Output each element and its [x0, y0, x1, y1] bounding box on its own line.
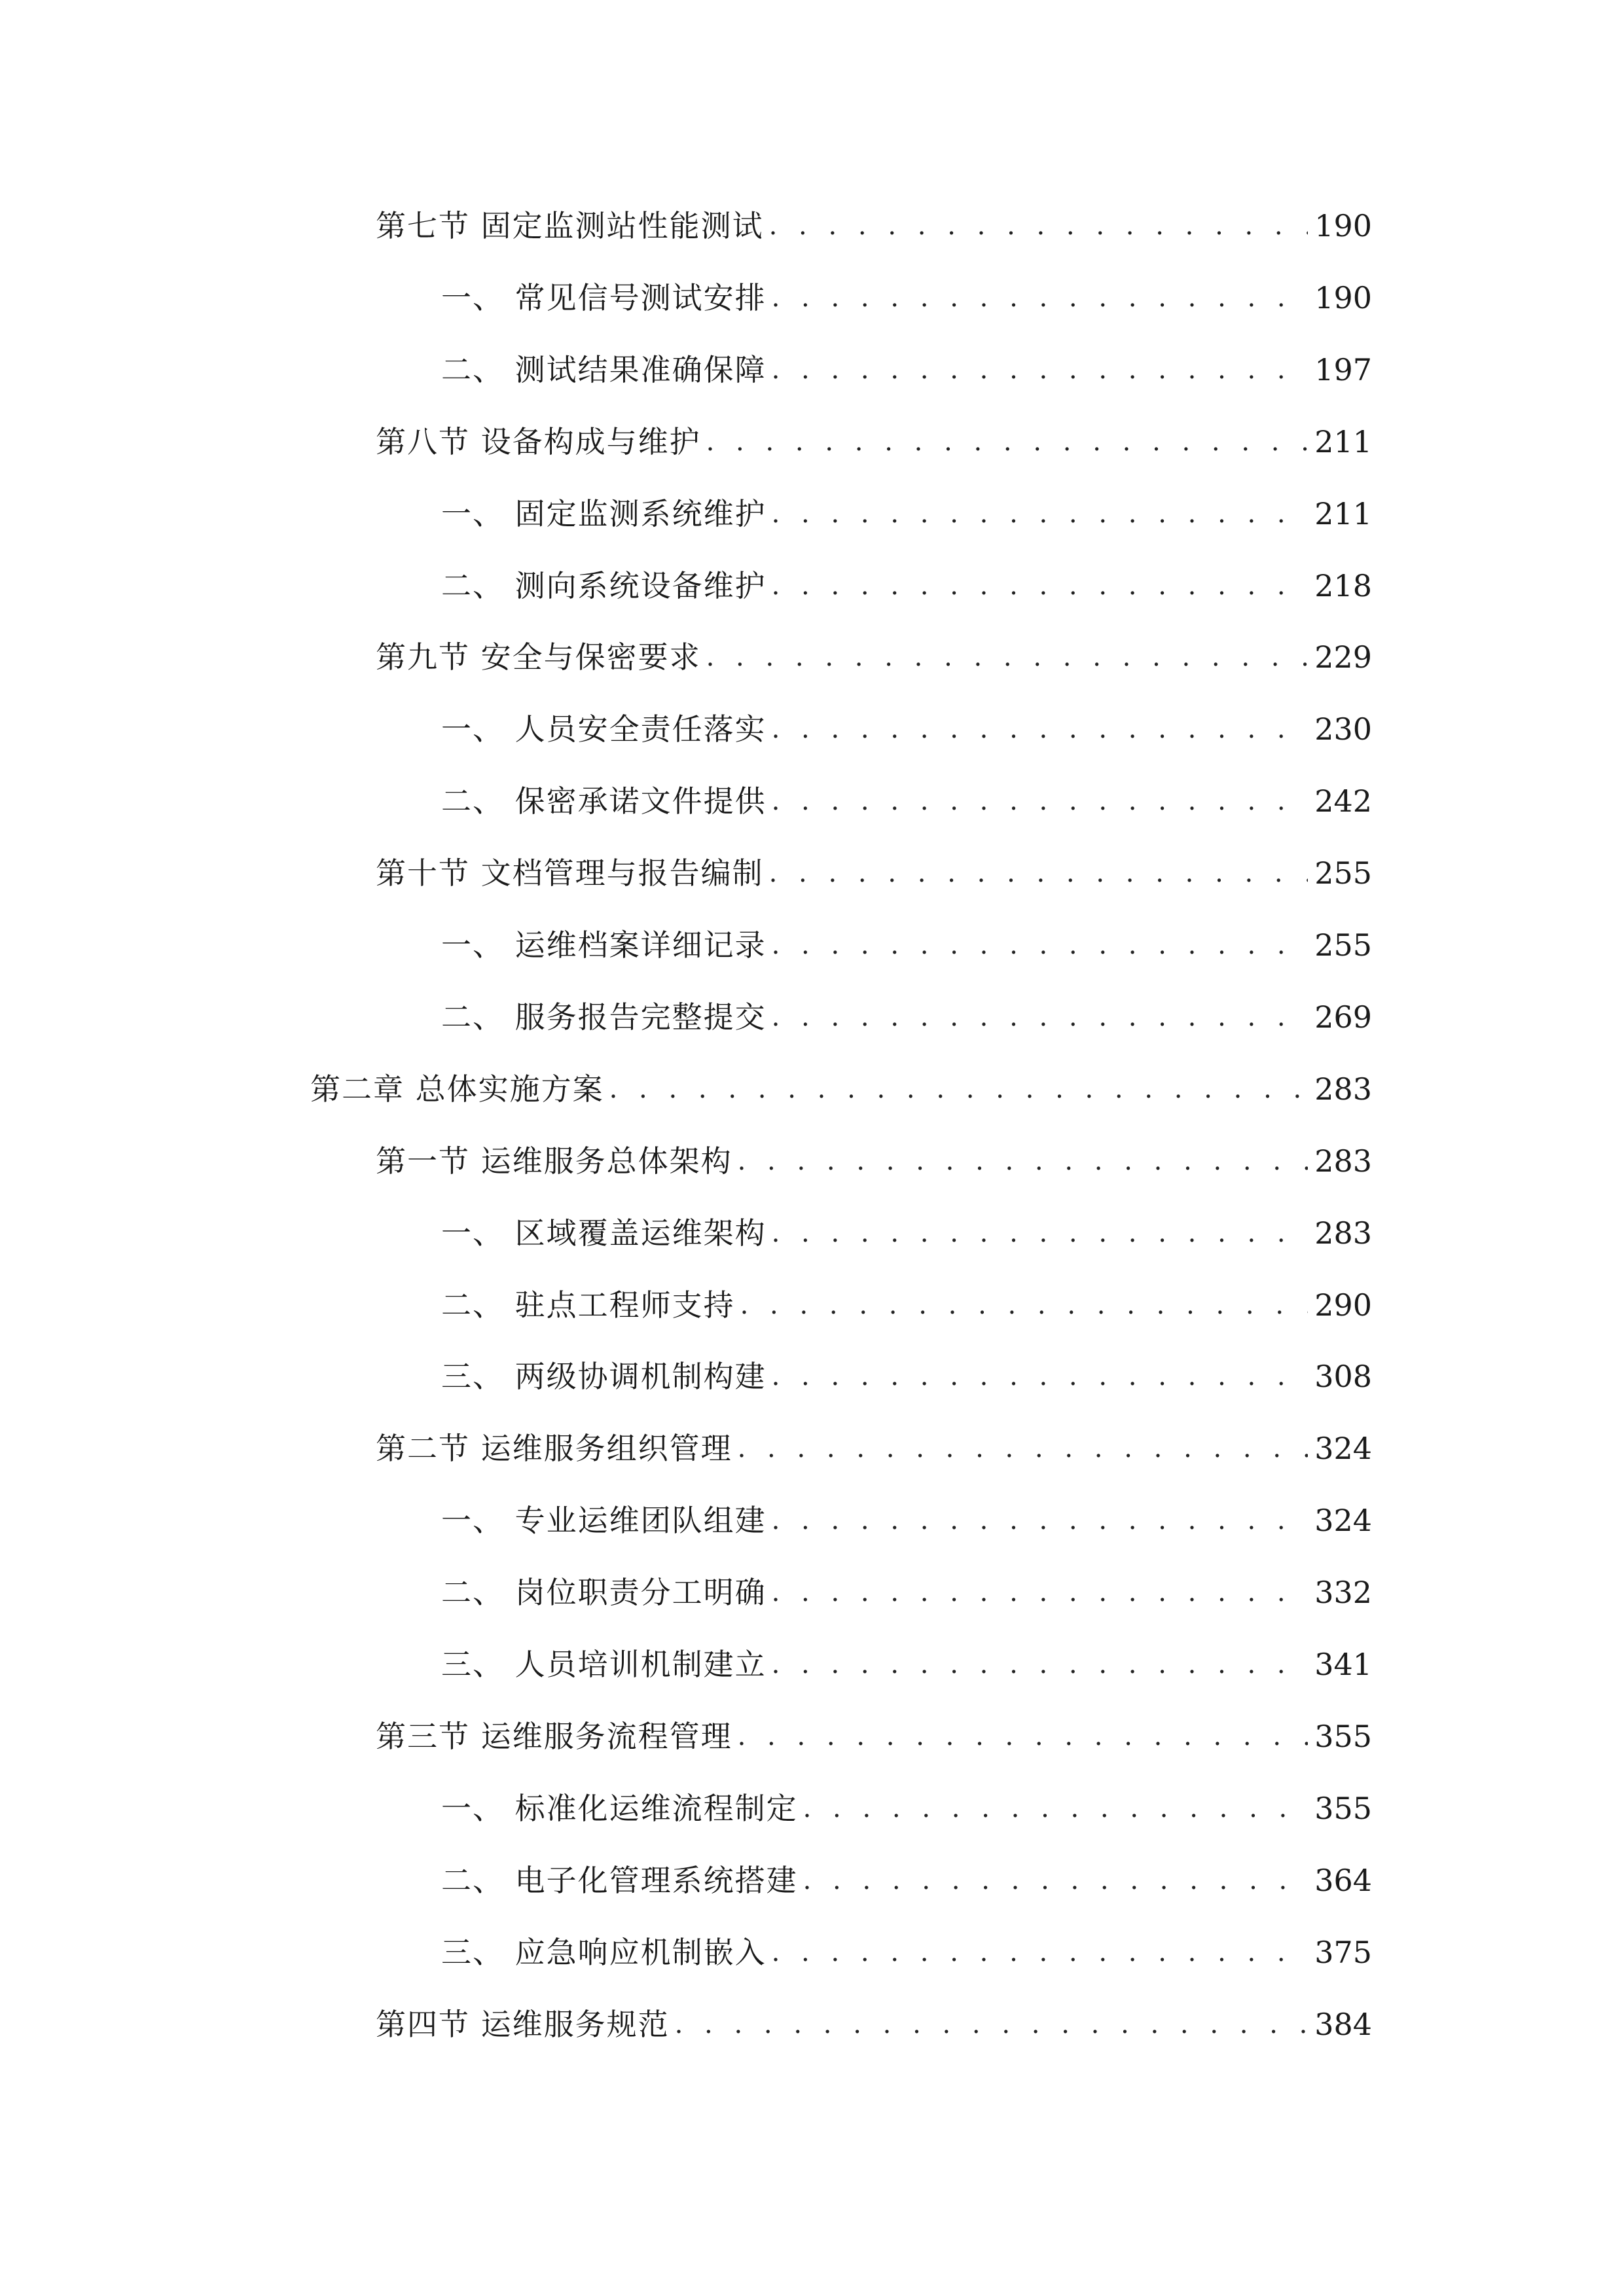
toc-page-number: 230 — [1314, 711, 1372, 747]
toc-page-number: 364 — [1314, 1863, 1372, 1898]
toc-page-number: 197 — [1314, 352, 1372, 387]
toc-page-number: 218 — [1314, 568, 1372, 603]
toc-page-number: 324 — [1314, 1503, 1372, 1538]
toc-entry[interactable] — [441, 275, 1372, 321]
toc-entry[interactable] — [441, 1641, 1372, 1687]
toc-entry[interactable] — [441, 1210, 1372, 1256]
toc-entry-title: 一、 运维档案详细记录 — [441, 927, 767, 963]
toc-dot-leader — [772, 1498, 1308, 1543]
toc-dot-leader — [675, 2001, 1308, 2047]
toc-entry[interactable] — [441, 491, 1372, 537]
toc-entry-title: 二、 测试结果准确保障 — [441, 352, 767, 387]
toc-entry[interactable] — [441, 347, 1372, 393]
toc-dot-leader — [772, 491, 1308, 537]
toc-page-number: 341 — [1314, 1647, 1372, 1682]
toc-dot-leader — [738, 1138, 1308, 1184]
toc-entry-title: 一、 专业运维团队组建 — [441, 1503, 767, 1538]
toc-page-number: 283 — [1314, 1071, 1372, 1107]
toc-page-number: 211 — [1314, 424, 1372, 459]
toc-page-number: 269 — [1314, 999, 1372, 1035]
toc-entry[interactable] — [376, 2001, 1372, 2047]
toc-entry-title: 二、 保密承诺文件提供 — [441, 783, 767, 819]
toc-entry[interactable] — [376, 1426, 1372, 1471]
toc-entry-title: 第一节 运维服务总体架构 — [376, 1143, 732, 1179]
toc-dot-leader — [772, 1210, 1308, 1256]
toc-dot-leader — [706, 634, 1308, 680]
toc-entry-title: 二、 服务报告完整提交 — [441, 999, 767, 1035]
toc-page-number: 255 — [1314, 927, 1372, 963]
toc-entry[interactable] — [441, 563, 1372, 609]
toc-entry-title: 一、 标准化运维流程制定 — [441, 1791, 798, 1826]
toc-dot-leader — [772, 994, 1308, 1040]
toc-entry[interactable] — [441, 706, 1372, 752]
toc-entry-title: 三、 应急响应机制嵌入 — [441, 1935, 767, 1970]
toc-dot-leader — [803, 1785, 1308, 1831]
toc-entry[interactable] — [376, 203, 1372, 249]
toc-dot-leader — [740, 1282, 1308, 1328]
toc-page-number: 283 — [1314, 1143, 1372, 1179]
toc-entry[interactable] — [441, 778, 1372, 824]
toc-entry[interactable] — [441, 1354, 1372, 1399]
toc-page-number: 255 — [1314, 855, 1372, 891]
toc-dot-leader — [772, 1570, 1308, 1615]
toc-page-number: 355 — [1314, 1719, 1372, 1754]
toc-entry-title: 第二节 运维服务组织管理 — [376, 1431, 732, 1466]
toc-dot-leader — [769, 850, 1308, 896]
toc-page-number: 229 — [1314, 639, 1372, 675]
toc-entry[interactable] — [441, 994, 1372, 1040]
toc-entry[interactable] — [376, 1713, 1372, 1759]
toc-entry-title: 第七节 固定监测站性能测试 — [376, 208, 764, 243]
toc-entry[interactable] — [441, 1282, 1372, 1328]
toc-entry-title: 三、 两级协调机制构建 — [441, 1359, 767, 1394]
toc-dot-leader — [772, 275, 1308, 321]
toc-page-number: 355 — [1314, 1791, 1372, 1826]
toc-dot-leader — [803, 1857, 1308, 1903]
toc-dot-leader — [772, 347, 1308, 393]
toc-dot-leader — [769, 203, 1308, 249]
toc-entry-title: 一、 区域覆盖运维架构 — [441, 1215, 767, 1251]
toc-page-number: 384 — [1314, 2007, 1372, 2042]
toc-dot-leader — [772, 1929, 1308, 1975]
toc-dot-leader — [706, 419, 1308, 465]
toc-entry-title: 第三节 运维服务流程管理 — [376, 1719, 732, 1754]
toc-entry-title: 第九节 安全与保密要求 — [376, 639, 701, 675]
toc-dot-leader — [772, 1641, 1308, 1687]
toc-entry-title: 二、 岗位职责分工明确 — [441, 1575, 767, 1610]
toc-entry-title: 三、 人员培训机制建立 — [441, 1647, 767, 1682]
toc-entry[interactable] — [376, 634, 1372, 680]
toc-dot-leader — [772, 706, 1308, 752]
toc-page-number: 190 — [1314, 208, 1372, 243]
toc-entry[interactable] — [441, 922, 1372, 968]
toc-entry[interactable] — [376, 1138, 1372, 1184]
toc-dot-leader — [738, 1426, 1308, 1471]
toc-page-number: 190 — [1314, 280, 1372, 315]
toc-dot-leader — [738, 1713, 1308, 1759]
toc-page-number: 283 — [1314, 1215, 1372, 1251]
toc-entry-title: 二、 电子化管理系统搭建 — [441, 1863, 798, 1898]
toc-entry[interactable] — [310, 1066, 1372, 1112]
toc-entry[interactable] — [441, 1857, 1372, 1903]
toc-entry[interactable] — [376, 419, 1372, 465]
toc-entry[interactable] — [441, 1498, 1372, 1543]
toc-entry[interactable] — [376, 850, 1372, 896]
toc-page-number: 290 — [1314, 1287, 1372, 1323]
toc-entry[interactable] — [441, 1929, 1372, 1975]
toc-page-number: 324 — [1314, 1431, 1372, 1466]
toc-dot-leader — [772, 778, 1308, 824]
toc-dot-leader — [772, 922, 1308, 968]
toc-dot-leader — [609, 1066, 1308, 1112]
toc-page-number: 242 — [1314, 783, 1372, 819]
toc-page-number: 211 — [1314, 496, 1372, 531]
toc-page-number: 308 — [1314, 1359, 1372, 1394]
toc-entry-title: 第四节 运维服务规范 — [376, 2007, 670, 2042]
toc-entry-title: 二、 测向系统设备维护 — [441, 568, 767, 603]
toc-entry-title: 第十节 文档管理与报告编制 — [376, 855, 764, 891]
toc-page-number: 332 — [1314, 1575, 1372, 1610]
toc-entry-title: 一、 常见信号测试安排 — [441, 280, 767, 315]
toc-dot-leader — [772, 563, 1308, 609]
toc-entry-title: 二、 驻点工程师支持 — [441, 1287, 735, 1323]
toc-entry[interactable] — [441, 1570, 1372, 1615]
toc-dot-leader — [772, 1354, 1308, 1399]
toc-page-number: 375 — [1314, 1935, 1372, 1970]
toc-entry-title: 一、 固定监测系统维护 — [441, 496, 767, 531]
toc-entry[interactable] — [441, 1785, 1372, 1831]
toc-entry-title: 第八节 设备构成与维护 — [376, 424, 701, 459]
toc-entry-title: 一、 人员安全责任落实 — [441, 711, 767, 747]
toc-entry-title: 第二章 总体实施方案 — [310, 1071, 604, 1107]
